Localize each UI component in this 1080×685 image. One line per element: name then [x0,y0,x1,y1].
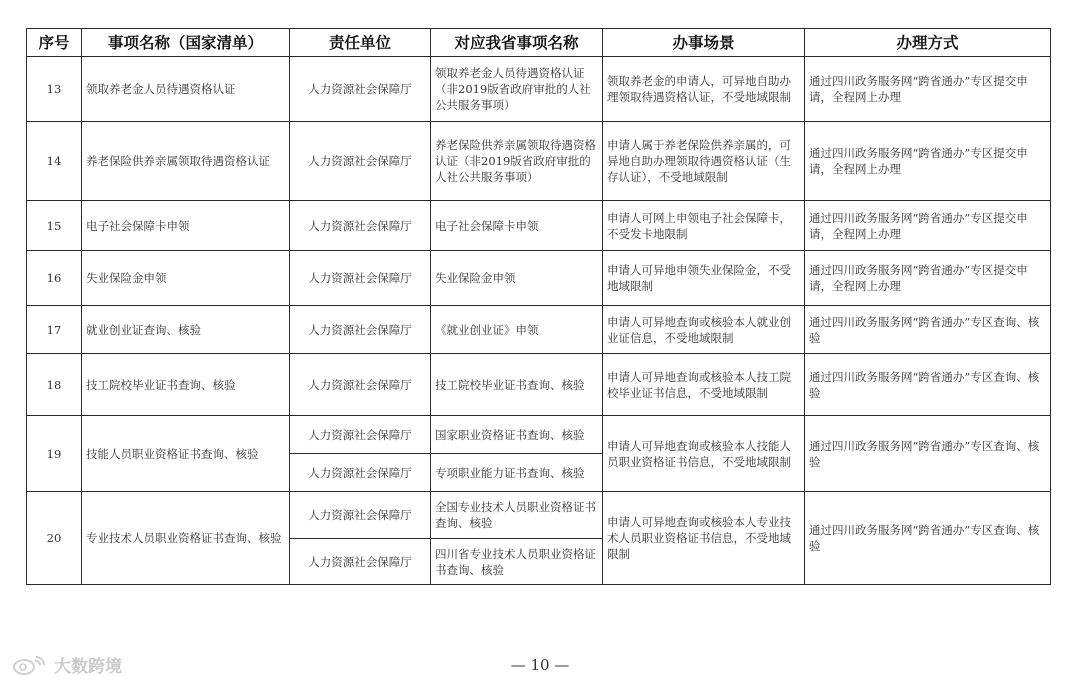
responsible-unit: 人力资源社会保障厅 [290,306,431,354]
item-name: 技能人员职业资格证书查询、核验 [82,416,290,492]
scene-text: 申请人属于养老保险供养亲属的，可异地自助办理领取待遇资格认证（生存认证），不受地域限制 [603,122,805,201]
method-text: 通过四川政务服务网“跨省通办”专区提交申请，全程网上办理 [805,57,1051,122]
province-item-name: 国家职业资格证书查询、核验 [431,416,603,454]
row-number: 18 [27,354,82,416]
province-item-name: 专项职业能力证书查询、核验 [431,454,603,492]
scene-text: 申请人可异地申领失业保险金，不受地域限制 [603,251,805,306]
province-item-name: 技工院校毕业证书查询、核验 [431,354,603,416]
row-number: 20 [27,492,82,585]
table-header-row [27,29,1051,57]
row-number: 13 [27,57,82,122]
table-row [27,122,1051,201]
scene-text: 申请人可网上申领电子社会保障卡，不受发卡地限制 [603,201,805,251]
responsible-unit: 人力资源社会保障厅 [290,416,431,454]
row-number: 14 [27,122,82,201]
item-name: 电子社会保障卡申领 [82,201,290,251]
scene-text: 申请人可异地查询或核验本人就业创业证信息，不受地域限制 [603,306,805,354]
scene-text: 申请人可异地查询或核验本人专业技术人员职业资格证书信息，不受地域限制 [603,492,805,585]
province-item-name: 电子社会保障卡申领 [431,201,603,251]
table-row [27,416,1051,454]
responsible-unit: 人力资源社会保障厅 [290,492,431,539]
item-name: 领取养老金人员待遇资格认证 [82,57,290,122]
responsible-unit: 人力资源社会保障厅 [290,251,431,306]
header-unit: 责任单位 [290,29,431,57]
row-number: 19 [27,416,82,492]
watermark-text: 大数跨境 [54,657,122,677]
method-text: 通过四川政务服务网“跨省通办”专区提交申请，全程网上办理 [805,122,1051,201]
province-item-name: 全国专业技术人员职业资格证书查询、核验 [431,492,603,539]
method-text: 通过四川政务服务网“跨省通办”专区查询、核验 [805,492,1051,585]
header-method: 办理方式 [805,29,1051,57]
service-table [26,28,1051,585]
table-row [27,57,1051,122]
province-item-name: 失业保险金申领 [431,251,603,306]
scene-text: 领取养老金的申请人，可异地自助办理领取待遇资格认证，不受地域限制 [603,57,805,122]
province-item-name: 领取养老金人员待遇资格认证（非2019版省政府审批的人社公共服务事项） [431,57,603,122]
header-prov-name: 对应我省事项名称 [431,29,603,57]
row-number: 15 [27,201,82,251]
method-text: 通过四川政务服务网“跨省通办”专区提交申请，全程网上办理 [805,201,1051,251]
method-text: 通过四川政务服务网“跨省通办”专区提交申请，全程网上办理 [805,251,1051,306]
item-name: 养老保险供养亲属领取待遇资格认证 [82,122,290,201]
table-row [27,201,1051,251]
item-name: 专业技术人员职业资格证书查询、核验 [82,492,290,585]
responsible-unit: 人力资源社会保障厅 [290,201,431,251]
table-row [27,354,1051,416]
method-text: 通过四川政务服务网“跨省通办”专区查询、核验 [805,416,1051,492]
header-scene: 办事场景 [603,29,805,57]
province-item-name: 养老保险供养亲属领取待遇资格认证（非2019版省政府审批的人社公共服务事项） [431,122,603,201]
province-item-name: 《就业创业证》申领 [431,306,603,354]
province-item-name: 四川省专业技术人员职业资格证书查询、核验 [431,539,603,585]
row-number: 17 [27,306,82,354]
table-row [27,251,1051,306]
item-name: 技工院校毕业证书查询、核验 [82,354,290,416]
page-number: — 10 — [510,656,570,674]
responsible-unit: 人力资源社会保障厅 [290,354,431,416]
responsible-unit: 人力资源社会保障厅 [290,122,431,201]
responsible-unit: 人力资源社会保障厅 [290,539,431,585]
item-name: 失业保险金申领 [82,251,290,306]
scene-text: 申请人可异地查询或核验本人技工院校毕业证书信息，不受地域限制 [603,354,805,416]
method-text: 通过四川政务服务网“跨省通办”专区查询、核验 [805,354,1051,416]
responsible-unit: 人力资源社会保障厅 [290,57,431,122]
method-text: 通过四川政务服务网“跨省通办”专区查询、核验 [805,306,1051,354]
responsible-unit: 人力资源社会保障厅 [290,454,431,492]
table-row [27,306,1051,354]
header-item-name: 事项名称（国家清单） [82,29,290,57]
row-number: 16 [27,251,82,306]
table-row [27,492,1051,539]
item-name: 就业创业证查询、核验 [82,306,290,354]
scene-text: 申请人可异地查询或核验本人技能人员职业资格证书信息，不受地域限制 [603,416,805,492]
header-seq: 序号 [27,29,82,57]
